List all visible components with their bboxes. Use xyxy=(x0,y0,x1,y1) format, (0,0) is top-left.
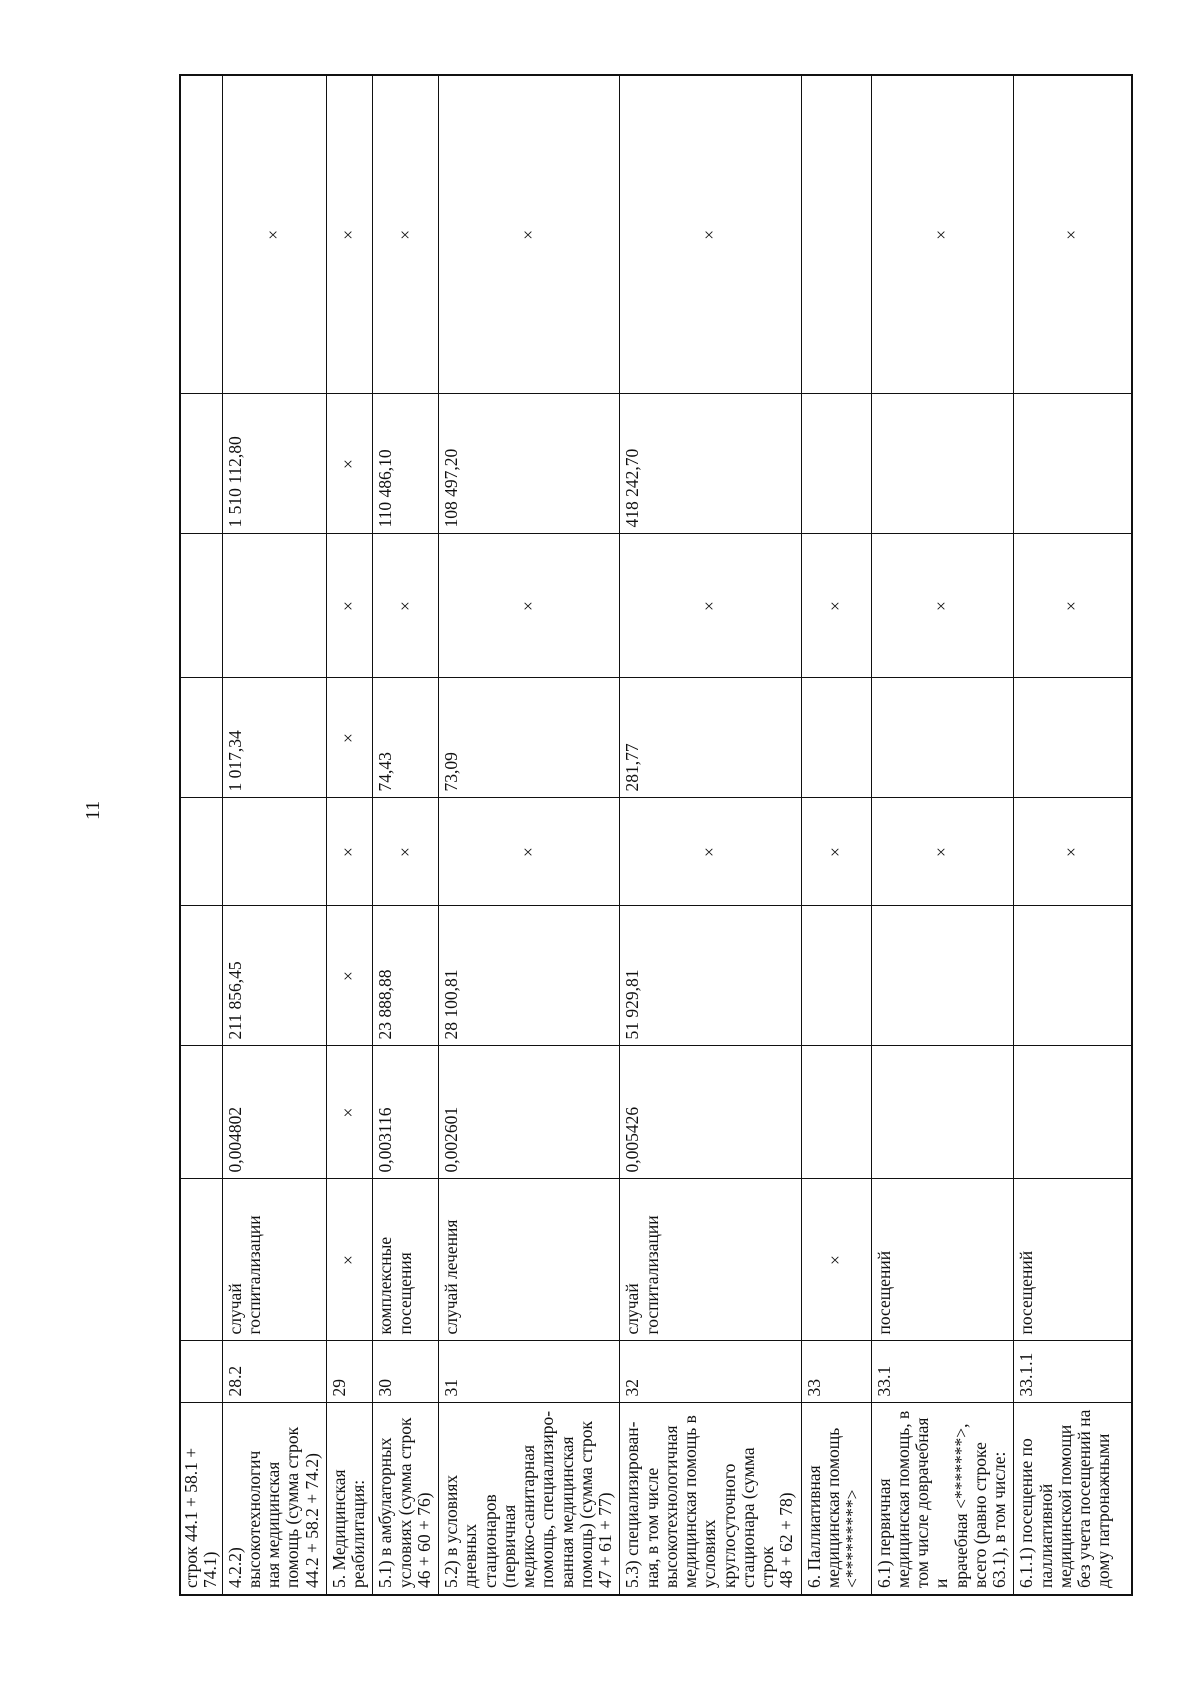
oms-rub-cell: × xyxy=(326,394,373,534)
cost-cell xyxy=(871,906,1014,1046)
table-row xyxy=(871,75,1014,1595)
budget-total-cell xyxy=(180,798,222,906)
row-code-cell: 33.1.1 xyxy=(1014,1341,1132,1403)
share-cell: × xyxy=(620,75,801,394)
budget-total-cell: × xyxy=(439,798,620,906)
budget-total-cell: × xyxy=(1014,798,1132,906)
unit-cell: случай госпитализации xyxy=(620,1179,801,1341)
share-cell: × xyxy=(326,75,373,394)
volume-cell: 0,005426 xyxy=(620,1046,801,1179)
oms-total-cell: 73,09 xyxy=(439,678,620,798)
share-cell xyxy=(801,75,871,394)
share-cell: × xyxy=(373,75,439,394)
table-row xyxy=(326,75,373,1595)
row-code-cell: 33.1 xyxy=(871,1341,1014,1403)
volume-cell xyxy=(180,1046,222,1179)
row-name-cell: строк 44.1 + 58.1 + 74.1) xyxy=(180,1403,222,1595)
cost-cell: 51 929,81 xyxy=(620,906,801,1046)
budget-rub-cell: × xyxy=(801,534,871,678)
row-code-cell: 30 xyxy=(373,1341,439,1403)
financing-table xyxy=(179,74,1133,1596)
unit-cell: × xyxy=(326,1179,373,1341)
row-name-cell: 5. Медицинская реабилитация: xyxy=(326,1403,373,1595)
oms-rub-cell: 108 497,20 xyxy=(439,394,620,534)
row-code-cell: 31 xyxy=(439,1341,620,1403)
budget-total-cell: × xyxy=(801,798,871,906)
row-name-cell: 6.1) первичная медицинская помощь, в том числе доврачебная и врачебная <*******>, всего (равно строке 63.1), в том числе: xyxy=(871,1403,1014,1595)
share-cell: × xyxy=(439,75,620,394)
cost-cell: 211 856,45 xyxy=(222,906,326,1046)
unit-cell: × xyxy=(801,1179,871,1341)
oms-rub-cell: 418 242,70 xyxy=(620,394,801,534)
row-code-cell: 33 xyxy=(801,1341,871,1403)
oms-total-cell xyxy=(801,678,871,798)
unit-cell: случай лечения xyxy=(439,1179,620,1341)
oms-total-cell: × xyxy=(326,678,373,798)
volume-cell: 0,003116 xyxy=(373,1046,439,1179)
oms-rub-cell: 110 486,10 xyxy=(373,394,439,534)
row-name-cell: 6. Паллиативная медицинская помощь <*********> xyxy=(801,1403,871,1595)
unit-cell xyxy=(180,1179,222,1341)
row-code-cell xyxy=(180,1341,222,1403)
unit-cell: посещений xyxy=(871,1179,1014,1341)
row-code-cell: 28.2 xyxy=(222,1341,326,1403)
volume-cell: 0,002601 xyxy=(439,1046,620,1179)
row-name-cell: 5.1) в амбулаторных условиях (сумма строк 46 + 60 + 76) xyxy=(373,1403,439,1595)
unit-cell: комплексные посещения xyxy=(373,1179,439,1341)
volume-cell: 0,004802 xyxy=(222,1046,326,1179)
row-name-cell: 5.2) в условиях дневных стационаров (первичная медико-санитарная помощь, специализиро- ванная медицинская помощь) (сумма строк 47 + 61 + 77) xyxy=(439,1403,620,1595)
row-code-cell: 32 xyxy=(620,1341,801,1403)
share-cell: × xyxy=(1014,75,1132,394)
oms-total-cell xyxy=(180,678,222,798)
cost-cell: 23 888,88 xyxy=(373,906,439,1046)
oms-total-cell: 1 017,34 xyxy=(222,678,326,798)
budget-rub-cell: × xyxy=(373,534,439,678)
budget-total-cell: × xyxy=(373,798,439,906)
volume-cell xyxy=(801,1046,871,1179)
oms-total-cell xyxy=(871,678,1014,798)
budget-rub-cell: × xyxy=(439,534,620,678)
share-cell: × xyxy=(871,75,1014,394)
table-row xyxy=(1014,75,1132,1595)
table-row xyxy=(801,75,871,1595)
cost-cell xyxy=(1014,906,1132,1046)
budget-rub-cell: × xyxy=(1014,534,1132,678)
oms-rub-cell xyxy=(871,394,1014,534)
budget-rub-cell: × xyxy=(871,534,1014,678)
volume-cell: × xyxy=(326,1046,373,1179)
cost-cell xyxy=(801,906,871,1046)
budget-total-cell: × xyxy=(620,798,801,906)
budget-rub-cell: × xyxy=(326,534,373,678)
share-cell: × xyxy=(222,75,326,394)
row-name-cell: 6.1.1) посещение по паллиативной медицинской помощи без учета посещений на дому патронажными xyxy=(1014,1403,1132,1595)
budget-rub-cell: × xyxy=(620,534,801,678)
table-row xyxy=(620,75,801,1595)
oms-rub-cell xyxy=(801,394,871,534)
row-name-cell: 4.2.2) высокотехнологич ная медицинская помощь (сумма строк 44.2 + 58.2 + 74.2) xyxy=(222,1403,326,1595)
share-cell xyxy=(180,75,222,394)
oms-total-cell: 74,43 xyxy=(373,678,439,798)
unit-cell: посещений xyxy=(1014,1179,1132,1341)
table-row xyxy=(439,75,620,1595)
volume-cell xyxy=(1014,1046,1132,1179)
budget-rub-cell xyxy=(180,534,222,678)
table-row xyxy=(222,75,326,1595)
cost-cell: 28 100,81 xyxy=(439,906,620,1046)
volume-cell xyxy=(871,1046,1014,1179)
oms-rub-cell xyxy=(1014,394,1132,534)
oms-rub-cell xyxy=(180,394,222,534)
table-container xyxy=(179,76,1133,1596)
budget-total-cell: × xyxy=(871,798,1014,906)
page-number: 11 xyxy=(82,800,104,820)
cost-cell xyxy=(180,906,222,1046)
unit-cell: случай госпитализации xyxy=(222,1179,326,1341)
budget-total-cell xyxy=(222,798,326,906)
cost-cell: × xyxy=(326,906,373,1046)
row-name-cell: 5.3) специализирован- ная, в том числе высокотехнологичная медицинская помощь в условиях круглосуточного стационара (сумма строк 48 + 62 + 78) xyxy=(620,1403,801,1595)
oms-total-cell: 281,77 xyxy=(620,678,801,798)
table-row xyxy=(373,75,439,1595)
budget-rub-cell xyxy=(222,534,326,678)
budget-total-cell: × xyxy=(326,798,373,906)
oms-total-cell xyxy=(1014,678,1132,798)
table-row xyxy=(180,75,222,1595)
oms-rub-cell: 1 510 112,80 xyxy=(222,394,326,534)
row-code-cell: 29 xyxy=(326,1341,373,1403)
